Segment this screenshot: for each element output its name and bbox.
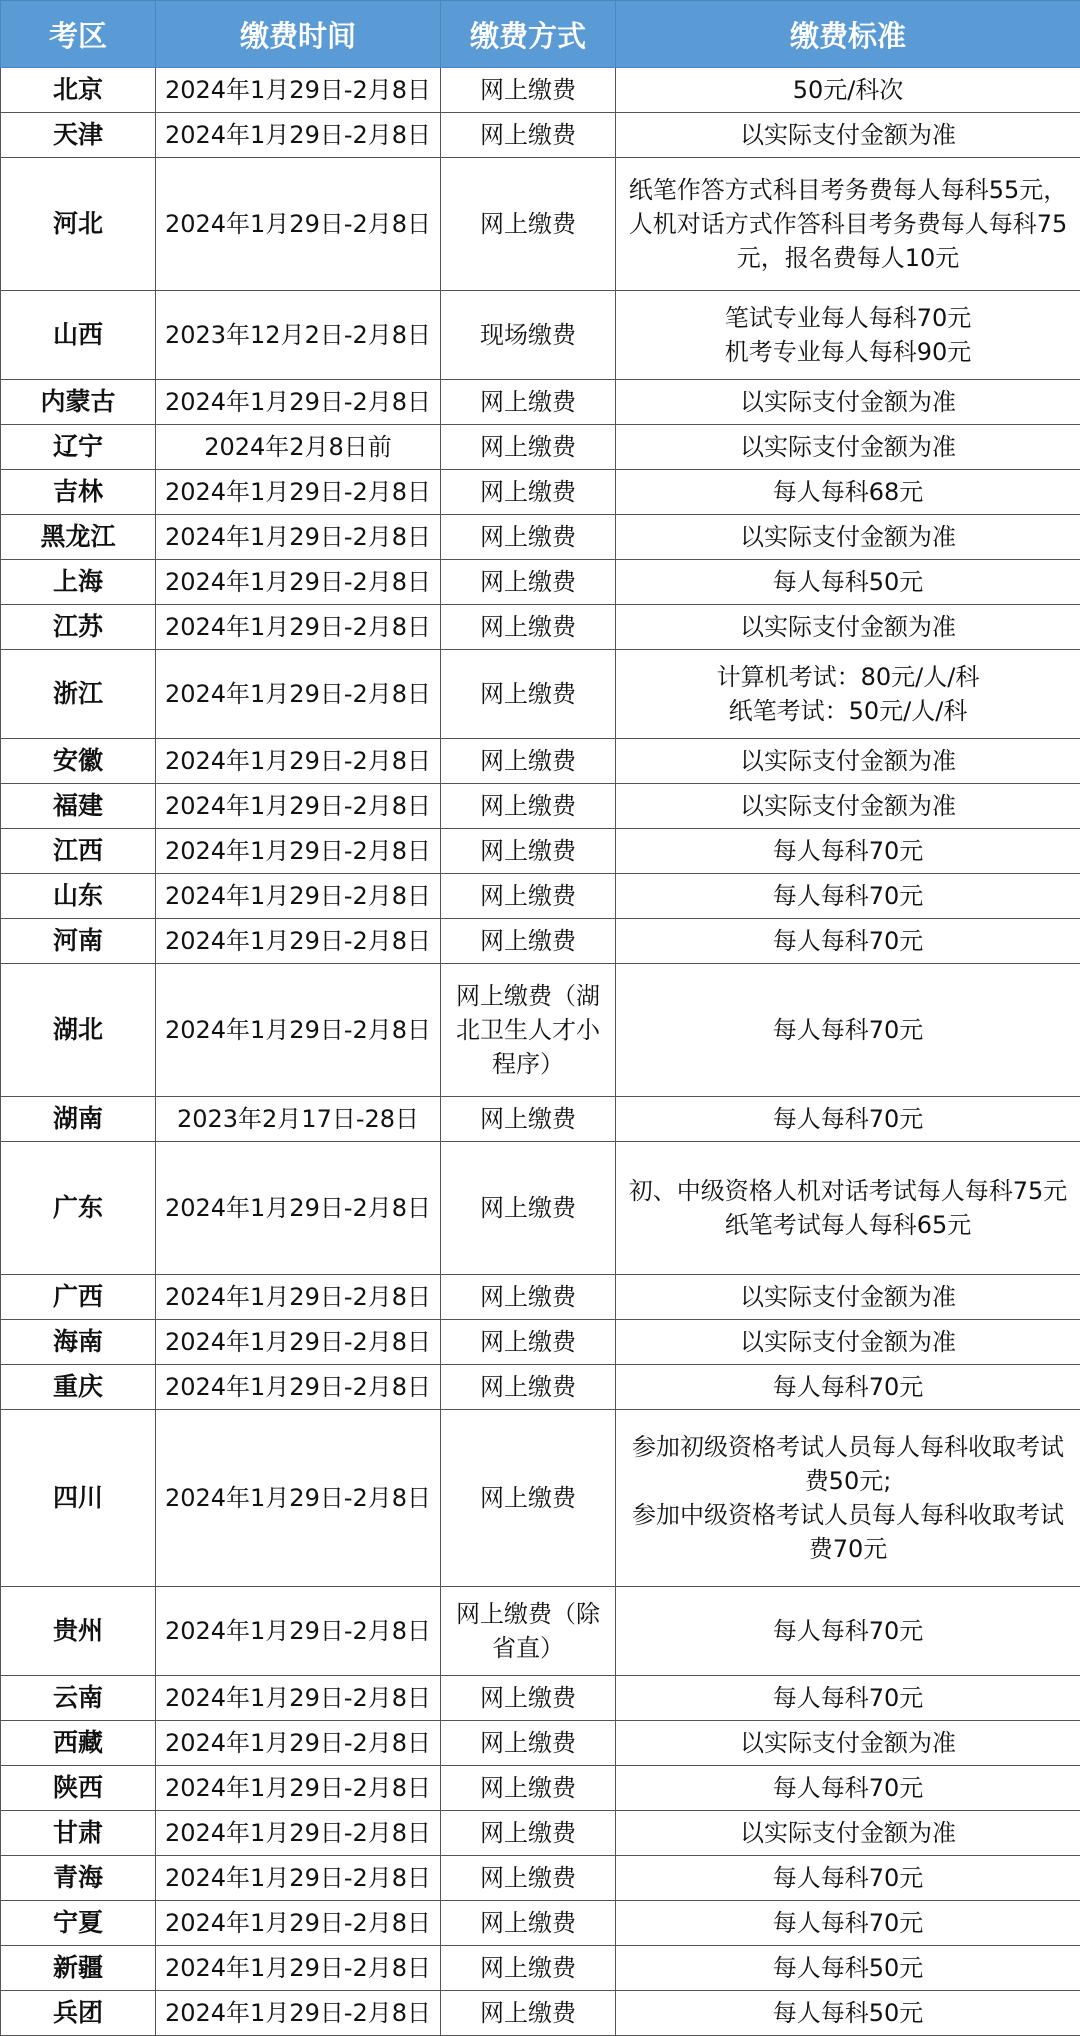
cell-region: 甘肃	[1, 1811, 156, 1856]
cell-time: 2023年12月2日-2月8日	[156, 291, 441, 380]
cell-region: 湖北	[1, 964, 156, 1097]
table-row	[1, 1946, 1080, 1991]
cell-region: 内蒙古	[1, 380, 156, 425]
table-row	[1, 605, 1080, 650]
cell-region: 黑龙江	[1, 515, 156, 560]
cell-region: 江西	[1, 829, 156, 874]
cell-method: 网上缴费	[441, 560, 616, 605]
cell-time: 2024年1月29日-2月8日	[156, 964, 441, 1097]
cell-time: 2024年1月29日-2月8日	[156, 874, 441, 919]
cell-time: 2024年1月29日-2月8日	[156, 605, 441, 650]
cell-time: 2024年1月29日-2月8日	[156, 380, 441, 425]
cell-standard: 每人每科70元	[616, 1856, 1080, 1901]
cell-time: 2024年1月29日-2月8日	[156, 515, 441, 560]
cell-time: 2024年1月29日-2月8日	[156, 919, 441, 964]
cell-standard: 以实际支付金额为准	[616, 784, 1080, 829]
cell-standard: 每人每科70元	[616, 1097, 1080, 1142]
cell-region: 重庆	[1, 1365, 156, 1410]
cell-region: 浙江	[1, 650, 156, 739]
cell-standard: 每人每科70元	[616, 964, 1080, 1097]
cell-method: 网上缴费	[441, 1320, 616, 1365]
cell-method: 网上缴费	[441, 68, 616, 113]
table-row	[1, 829, 1080, 874]
cell-method: 网上缴费	[441, 1097, 616, 1142]
cell-region: 上海	[1, 560, 156, 605]
cell-method: 网上缴费	[441, 515, 616, 560]
table-row	[1, 1856, 1080, 1901]
cell-standard: 以实际支付金额为准	[616, 739, 1080, 784]
cell-time: 2024年1月29日-2月8日	[156, 650, 441, 739]
cell-method: 网上缴费	[441, 425, 616, 470]
cell-time: 2024年1月29日-2月8日	[156, 68, 441, 113]
cell-time: 2024年2月8日前	[156, 425, 441, 470]
cell-standard: 每人每科70元	[616, 1587, 1080, 1676]
cell-method: 网上缴费	[441, 919, 616, 964]
cell-time: 2024年1月29日-2月8日	[156, 1275, 441, 1320]
table-row	[1, 113, 1080, 158]
cell-region: 北京	[1, 68, 156, 113]
table-row	[1, 874, 1080, 919]
cell-region: 新疆	[1, 1946, 156, 1991]
cell-method: 网上缴费	[441, 605, 616, 650]
cell-method: 网上缴费	[441, 380, 616, 425]
cell-region: 四川	[1, 1410, 156, 1587]
cell-region: 兵团	[1, 1991, 156, 2036]
cell-standard: 以实际支付金额为准	[616, 1811, 1080, 1856]
cell-method: 网上缴费	[441, 829, 616, 874]
table-row	[1, 1097, 1080, 1142]
cell-standard: 每人每科50元	[616, 1991, 1080, 2036]
cell-method: 网上缴费	[441, 1275, 616, 1320]
cell-time: 2023年2月17日-28日	[156, 1097, 441, 1142]
cell-standard: 以实际支付金额为准	[616, 425, 1080, 470]
table-row	[1, 1410, 1080, 1587]
cell-method: 网上缴费（除省直）	[441, 1587, 616, 1676]
cell-region: 云南	[1, 1676, 156, 1721]
cell-method: 网上缴费	[441, 113, 616, 158]
cell-method: 网上缴费	[441, 1991, 616, 2036]
table-row	[1, 1676, 1080, 1721]
table-row	[1, 1142, 1080, 1275]
table-row	[1, 425, 1080, 470]
cell-time: 2024年1月29日-2月8日	[156, 1365, 441, 1410]
table-row	[1, 919, 1080, 964]
cell-region: 福建	[1, 784, 156, 829]
table-row	[1, 964, 1080, 1097]
table-row	[1, 1365, 1080, 1410]
table-row	[1, 739, 1080, 784]
header-time: 缴费时间	[156, 1, 441, 68]
cell-standard: 纸笔作答方式科目考务费每人每科55元，人机对话方式作答科目考务费每人每科75元，报名费每人10元	[616, 158, 1080, 291]
header-row	[1, 1, 1080, 68]
table-row	[1, 1766, 1080, 1811]
cell-method: 现场缴费	[441, 291, 616, 380]
table-row	[1, 291, 1080, 380]
cell-time: 2024年1月29日-2月8日	[156, 113, 441, 158]
table-row	[1, 650, 1080, 739]
cell-region: 山东	[1, 874, 156, 919]
table-row	[1, 560, 1080, 605]
cell-region: 湖南	[1, 1097, 156, 1142]
cell-standard: 计算机考试：80元/人/科 纸笔考试：50元/人/科	[616, 650, 1080, 739]
cell-time: 2024年1月29日-2月8日	[156, 1811, 441, 1856]
cell-method: 网上缴费	[441, 650, 616, 739]
cell-method: 网上缴费（湖北卫生人才小程序）	[441, 964, 616, 1097]
cell-region: 陕西	[1, 1766, 156, 1811]
cell-standard: 笔试专业每人每科70元 机考专业每人每科90元	[616, 291, 1080, 380]
cell-standard: 参加初级资格考试人员每人每科收取考试费50元; 参加中级资格考试人员每人每科收取考试费70元	[616, 1410, 1080, 1587]
cell-time: 2024年1月29日-2月8日	[156, 1991, 441, 2036]
cell-standard: 每人每科70元	[616, 829, 1080, 874]
table-row	[1, 1811, 1080, 1856]
cell-standard: 50元/科次	[616, 68, 1080, 113]
table-row	[1, 515, 1080, 560]
cell-time: 2024年1月29日-2月8日	[156, 158, 441, 291]
table-body	[1, 68, 1080, 2036]
cell-region: 江苏	[1, 605, 156, 650]
table-row	[1, 1991, 1080, 2036]
cell-time: 2024年1月29日-2月8日	[156, 829, 441, 874]
cell-method: 网上缴费	[441, 739, 616, 784]
cell-time: 2024年1月29日-2月8日	[156, 1320, 441, 1365]
cell-method: 网上缴费	[441, 1901, 616, 1946]
cell-method: 网上缴费	[441, 1142, 616, 1275]
table-row	[1, 1901, 1080, 1946]
cell-standard: 每人每科70元	[616, 1901, 1080, 1946]
cell-region: 青海	[1, 1856, 156, 1901]
cell-standard: 以实际支付金额为准	[616, 1721, 1080, 1766]
cell-time: 2024年1月29日-2月8日	[156, 1587, 441, 1676]
cell-standard: 每人每科50元	[616, 560, 1080, 605]
cell-time: 2024年1月29日-2月8日	[156, 1676, 441, 1721]
cell-method: 网上缴费	[441, 1410, 616, 1587]
cell-region: 广东	[1, 1142, 156, 1275]
table-row	[1, 158, 1080, 291]
cell-region: 宁夏	[1, 1901, 156, 1946]
cell-method: 网上缴费	[441, 1721, 616, 1766]
cell-region: 河南	[1, 919, 156, 964]
cell-standard: 每人每科70元	[616, 919, 1080, 964]
header-method: 缴费方式	[441, 1, 616, 68]
cell-method: 网上缴费	[441, 1856, 616, 1901]
cell-region: 贵州	[1, 1587, 156, 1676]
cell-time: 2024年1月29日-2月8日	[156, 739, 441, 784]
cell-time: 2024年1月29日-2月8日	[156, 1856, 441, 1901]
cell-region: 辽宁	[1, 425, 156, 470]
cell-standard: 以实际支付金额为准	[616, 1275, 1080, 1320]
table-row	[1, 68, 1080, 113]
cell-time: 2024年1月29日-2月8日	[156, 1142, 441, 1275]
cell-standard: 每人每科70元	[616, 1365, 1080, 1410]
cell-standard: 每人每科70元	[616, 874, 1080, 919]
cell-region: 西藏	[1, 1721, 156, 1766]
cell-time: 2024年1月29日-2月8日	[156, 1721, 441, 1766]
cell-method: 网上缴费	[441, 1365, 616, 1410]
cell-time: 2024年1月29日-2月8日	[156, 1766, 441, 1811]
table-row	[1, 1587, 1080, 1676]
cell-standard: 以实际支付金额为准	[616, 515, 1080, 560]
cell-region: 广西	[1, 1275, 156, 1320]
cell-standard: 以实际支付金额为准	[616, 113, 1080, 158]
cell-time: 2024年1月29日-2月8日	[156, 1901, 441, 1946]
cell-region: 安徽	[1, 739, 156, 784]
cell-time: 2024年1月29日-2月8日	[156, 560, 441, 605]
cell-region: 山西	[1, 291, 156, 380]
cell-standard: 每人每科70元	[616, 1766, 1080, 1811]
cell-method: 网上缴费	[441, 470, 616, 515]
cell-region: 海南	[1, 1320, 156, 1365]
header-standard: 缴费标准	[616, 1, 1080, 68]
cell-standard: 以实际支付金额为准	[616, 1320, 1080, 1365]
cell-method: 网上缴费	[441, 874, 616, 919]
table-row	[1, 1320, 1080, 1365]
cell-method: 网上缴费	[441, 784, 616, 829]
cell-method: 网上缴费	[441, 1676, 616, 1721]
cell-standard: 以实际支付金额为准	[616, 605, 1080, 650]
cell-standard: 每人每科70元	[616, 1676, 1080, 1721]
table-row	[1, 1275, 1080, 1320]
cell-region: 吉林	[1, 470, 156, 515]
cell-time: 2024年1月29日-2月8日	[156, 784, 441, 829]
cell-time: 2024年1月29日-2月8日	[156, 470, 441, 515]
cell-method: 网上缴费	[441, 1811, 616, 1856]
table-row	[1, 470, 1080, 515]
cell-time: 2024年1月29日-2月8日	[156, 1946, 441, 1991]
cell-method: 网上缴费	[441, 158, 616, 291]
table-row	[1, 380, 1080, 425]
header-region: 考区	[1, 1, 156, 68]
cell-standard: 每人每科50元	[616, 1946, 1080, 1991]
cell-region: 天津	[1, 113, 156, 158]
cell-standard: 初、中级资格人机对话考试每人每科75元 纸笔考试每人每科65元	[616, 1142, 1080, 1275]
cell-method: 网上缴费	[441, 1766, 616, 1811]
cell-standard: 以实际支付金额为准	[616, 380, 1080, 425]
table-row	[1, 784, 1080, 829]
cell-method: 网上缴费	[441, 1946, 616, 1991]
cell-standard: 每人每科68元	[616, 470, 1080, 515]
cell-time: 2024年1月29日-2月8日	[156, 1410, 441, 1587]
table-row	[1, 1721, 1080, 1766]
cell-region: 河北	[1, 158, 156, 291]
